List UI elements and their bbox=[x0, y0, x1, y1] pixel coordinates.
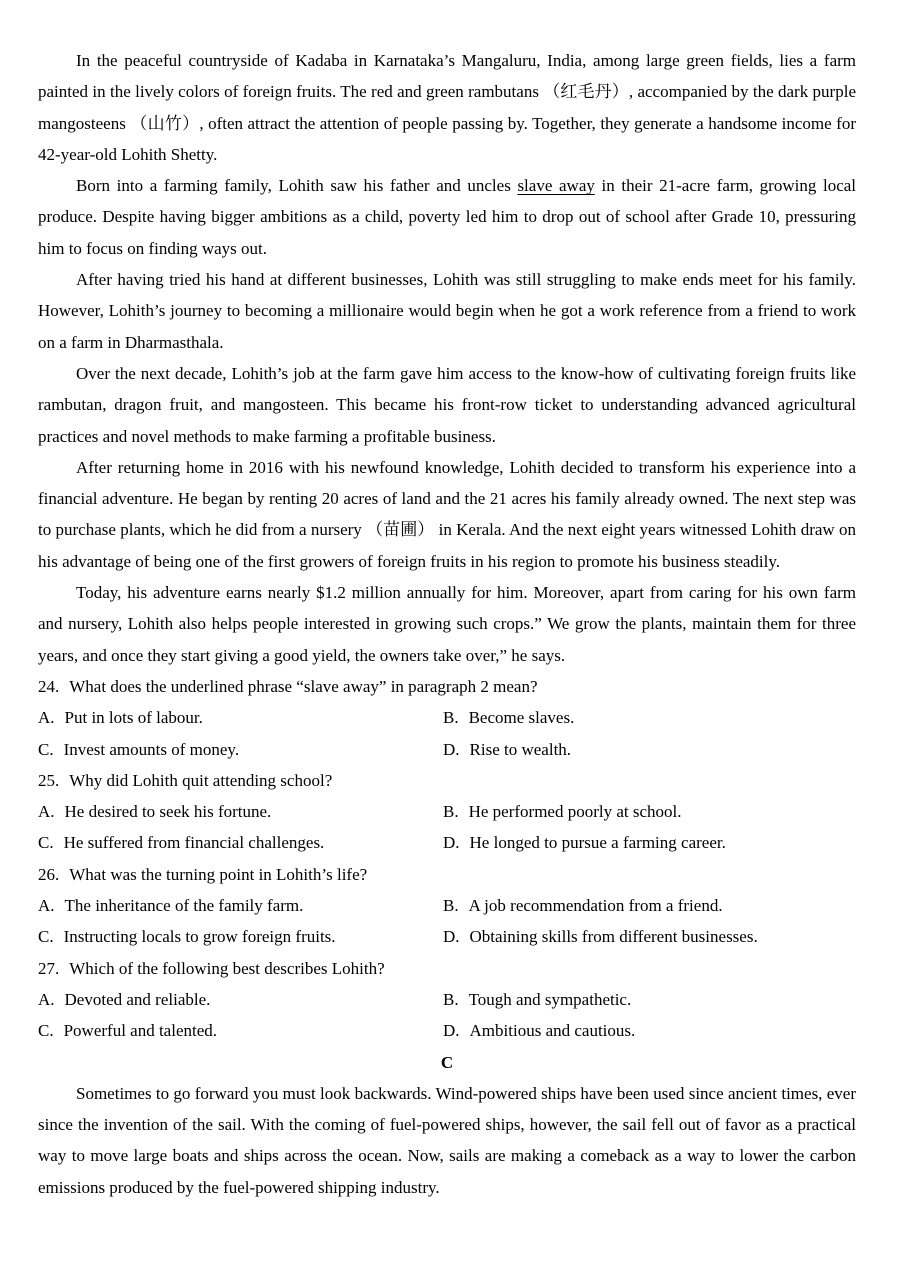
question-24-option-a: A. Put in lots of labour. bbox=[38, 708, 203, 728]
passage-b-paragraph-2 bbox=[38, 170, 856, 264]
question-26-option-d: D. Obtaining skills from different businesses. bbox=[443, 927, 758, 947]
question-27-option-a: A. Devoted and reliable. bbox=[38, 989, 211, 1009]
question-27-options bbox=[38, 984, 856, 1047]
question-26 bbox=[38, 859, 856, 953]
question-25-option-d: D. He longed to pursue a farming career. bbox=[443, 833, 726, 853]
question-25-option-b: B. He performed poorly at school. bbox=[443, 802, 682, 822]
question-25-option-c: C. He suffered from financial challenges. bbox=[38, 833, 325, 853]
question-27-option-c: C. Powerful and talented. bbox=[38, 1021, 218, 1041]
passage-b-paragraph-3: After having tried his hand at different businesses, Lohith was still struggling to make ends meet for his family. However, Lohith’s journey to becoming a millionaire would begin when he got a work reference from a friend to work on a farm in Dharmasthala. bbox=[38, 270, 856, 352]
question-25-stem bbox=[38, 765, 856, 796]
question-26-option-a: A. The inheritance of the family farm. bbox=[38, 896, 304, 916]
passage-b-paragraph-2-after: in their 21-acre farm, growing local produce. Despite having bigger ambitions as a child, poverty led him to drop out of school after Grade 10, pressuring him to focus on finding ways out. bbox=[38, 176, 857, 258]
question-27-option-d: D. Ambitious and cautious. bbox=[443, 1021, 636, 1041]
question-24-option-c: C. Invest amounts of money. bbox=[38, 739, 240, 759]
passage-b-paragraph-2-before: Born into a farming family, Lohith saw his father and uncles bbox=[76, 176, 518, 196]
question-27-option-b: B. Tough and sympathetic. bbox=[443, 989, 632, 1009]
reading-passage-b bbox=[38, 45, 856, 671]
question-25-option-a: A. He desired to seek his fortune. bbox=[38, 802, 272, 822]
passage-c-paragraph-1: Sometimes to go forward you must look backwards. Wind-powered ships have been used since ancient times, ever since the invention of the sail. With the coming of fuel-powered ships, however, the sail fell out of favor as a practical way to move large boats and ships across the ocean. Now, sails are making a comeback as a way to lower the carbon emissions produced by the fuel-powered shipping industry. bbox=[38, 1083, 856, 1197]
question-25-text: Why did Lohith quit attending school? bbox=[69, 770, 333, 790]
section-c-heading: C bbox=[440, 1052, 454, 1072]
question-26-text: What was the turning point in Lohith’s life? bbox=[69, 864, 368, 884]
question-24-option-d: D. Rise to wealth. bbox=[443, 739, 572, 759]
question-25-number: 25. bbox=[38, 770, 60, 790]
question-26-stem bbox=[38, 859, 856, 890]
passage-b-paragraph-1: In the peaceful countryside of Kadaba in Karnataka’s Mangaluru, India, among large green fields, lies a farm painted in the lively colors of foreign fruits. The red and green rambutans （红毛丹）, accompanied by the dark purple mangosteens （山竹）, often attract the attention of people passing by. Together, they generate a handsome income for 42-year-old Lohith Shetty. bbox=[38, 51, 856, 164]
question-26-number: 26. bbox=[38, 864, 60, 884]
question-26-options bbox=[38, 890, 856, 953]
question-27-number: 27. bbox=[38, 958, 60, 978]
underlined-phrase-slave-away: slave away bbox=[517, 176, 595, 196]
question-26-option-c: C. Instructing locals to grow foreign fruits. bbox=[38, 927, 336, 947]
question-25-options bbox=[38, 796, 856, 859]
passage-b-paragraph-5: After returning home in 2016 with his newfound knowledge, Lohith decided to transform his experience into a financial adventure. He began by renting 20 acres of land and the 21 acres his family already owned. The next step was to purchase plants, which he did from a nursery （苗圃） in Kerala. And the next eight years witnessed Lohith draw on his advantage of being one of the first growers of foreign fruits in his region to promote his business steadily. bbox=[38, 457, 856, 571]
question-26-option-b: B. A job recommendation from a friend. bbox=[443, 896, 723, 916]
question-27-text: Which of the following best describes Lohith? bbox=[69, 958, 385, 978]
question-24-option-b: B. Become slaves. bbox=[443, 708, 575, 728]
reading-passage-c bbox=[38, 1078, 856, 1203]
question-24-text: What does the underlined phrase “slave away” in paragraph 2 mean? bbox=[69, 676, 538, 696]
question-24-stem bbox=[38, 671, 856, 702]
passage-b-paragraph-6: Today, his adventure earns nearly $1.2 million annually for him. Moreover, apart from caring for his own farm and nursery, Lohith also helps people interested in growing such crops.” We grow the plants, maintain them for three years, and once they start giving a good yield, the owners take over,” he says. bbox=[38, 583, 856, 665]
question-24-number: 24. bbox=[38, 676, 60, 696]
passage-b-paragraph-4: Over the next decade, Lohith’s job at the farm gave him access to the know-how of cultivating foreign fruits like rambutan, dragon fruit, and mangosteen. This became his front-row ticket to understanding advanced agricultural practices and novel methods to make farming a profitable business. bbox=[38, 363, 856, 446]
question-25 bbox=[38, 765, 856, 859]
question-27 bbox=[38, 953, 856, 1047]
question-24-options bbox=[38, 702, 856, 765]
question-24 bbox=[38, 671, 856, 765]
question-27-stem bbox=[38, 953, 856, 984]
